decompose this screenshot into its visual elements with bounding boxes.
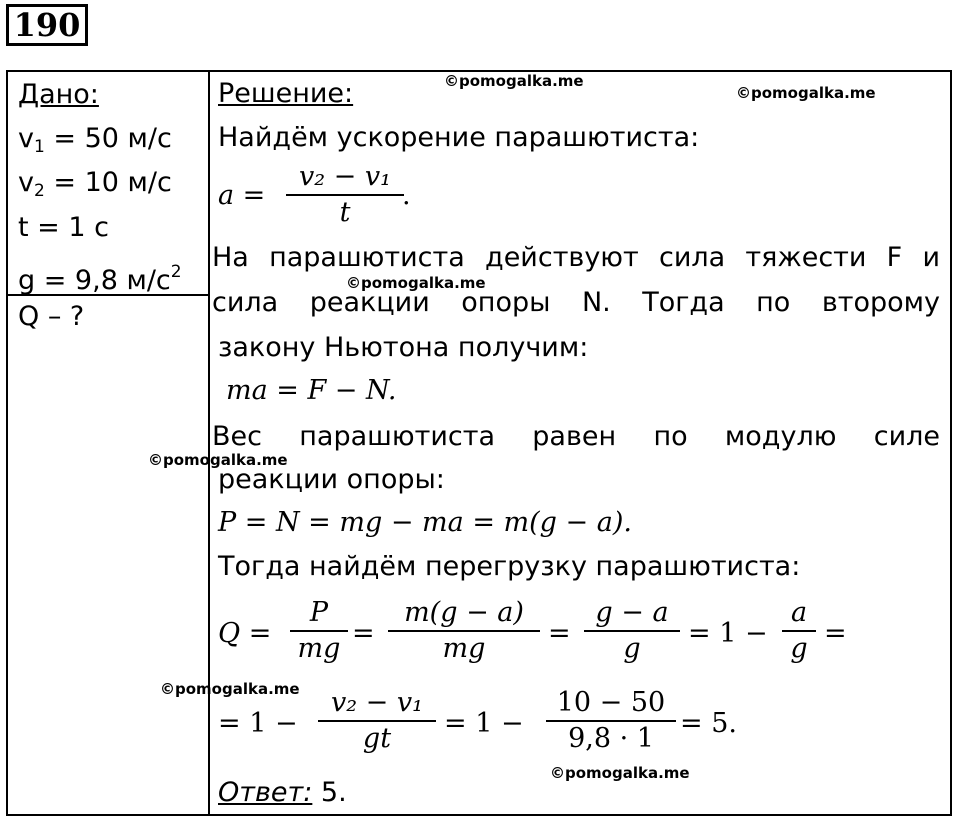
frac3-num: g − a <box>595 597 669 628</box>
answer-value: 5. <box>312 777 347 808</box>
para2-line1: Вес парашютиста равен по модулю силе <box>212 421 940 452</box>
formula-a-num: v₂ − v₁ <box>299 161 391 192</box>
line-overload: Тогда найдём перегрузку парашютиста: <box>218 551 801 582</box>
formula-a-lhs: a = <box>218 180 266 211</box>
formula-weight: P = N = mg − ma = m(g − a). <box>218 507 632 538</box>
para1-line3: закону Ньютона получим: <box>218 332 589 363</box>
problem-number: 190 <box>6 4 88 46</box>
given-v1: $v_1 = 50$ м/с <box>18 123 172 157</box>
formula-q2-frac1 <box>318 686 436 756</box>
given-header: Дано: <box>18 79 99 110</box>
watermark: ©pomogalka.me <box>148 451 288 469</box>
formula-a-fraction <box>286 160 404 230</box>
formula-newton: ma = F − N. <box>226 375 397 406</box>
watermark: ©pomogalka.me <box>160 680 300 698</box>
find-q: Q – ? <box>18 301 85 332</box>
para1-line2: сила реакции опоры N. Тогда по второму <box>212 287 940 318</box>
formula-q1-mid: = 1 − <box>688 618 768 649</box>
formula-q1-eq2: = <box>548 618 571 649</box>
frac1-num: P <box>309 597 329 628</box>
q2-frac1-den: gt <box>362 723 392 754</box>
formula-q2-frac2 <box>546 686 676 756</box>
formula-q1-lhs: Q = <box>218 618 272 649</box>
formula-q2-end: = 5. <box>680 708 737 739</box>
formula-q2-mid: = 1 − <box>444 708 524 739</box>
formula-a-den: t <box>339 197 351 228</box>
answer <box>218 776 347 810</box>
watermark: ©pomogalka.me <box>736 84 876 102</box>
watermark: ©pomogalka.me <box>346 274 486 292</box>
frac4-den: g <box>790 633 808 664</box>
frac3-den: g <box>623 633 641 664</box>
formula-q1-eq1: = <box>352 618 375 649</box>
solution-header: Решение: <box>218 78 354 109</box>
answer-label: Ответ: <box>218 777 313 808</box>
frac2-den: mg <box>442 633 486 664</box>
q2-frac2-num: 10 − 50 <box>556 687 666 718</box>
given-t: t = 1 с <box>18 212 109 243</box>
q2-frac1-num: v₂ − v₁ <box>331 687 423 718</box>
q2-frac2-den: 9,8 · 1 <box>568 723 654 754</box>
given-g: g = 9,8 $м/с^2$ <box>18 262 182 296</box>
watermark: ©pomogalka.me <box>444 72 584 90</box>
formula-q2-lhs: = 1 − <box>218 708 298 739</box>
column-divider <box>208 72 210 814</box>
para2-line2: реакции опоры: <box>218 464 445 495</box>
formula-q1-frac3 <box>584 596 680 666</box>
formula-q1-frac2 <box>388 596 540 666</box>
para1-line1: На парашютиста действуют сила тяжести F и <box>212 242 940 273</box>
solution-line-acceleration: Найдём ускорение парашютиста: <box>218 122 700 153</box>
formula-q1-frac4 <box>782 596 816 666</box>
formula-q1-end: = <box>824 618 847 649</box>
formula-q1-frac1 <box>290 596 348 666</box>
frac2-num: m(g − a) <box>404 597 524 628</box>
frac1-den: mg <box>297 633 341 664</box>
given-v2: $v_2 = 10$ м/с <box>18 167 172 201</box>
watermark: ©pomogalka.me <box>550 764 690 782</box>
formula-a-end: . <box>402 180 411 211</box>
frac4-num: a <box>790 597 808 628</box>
